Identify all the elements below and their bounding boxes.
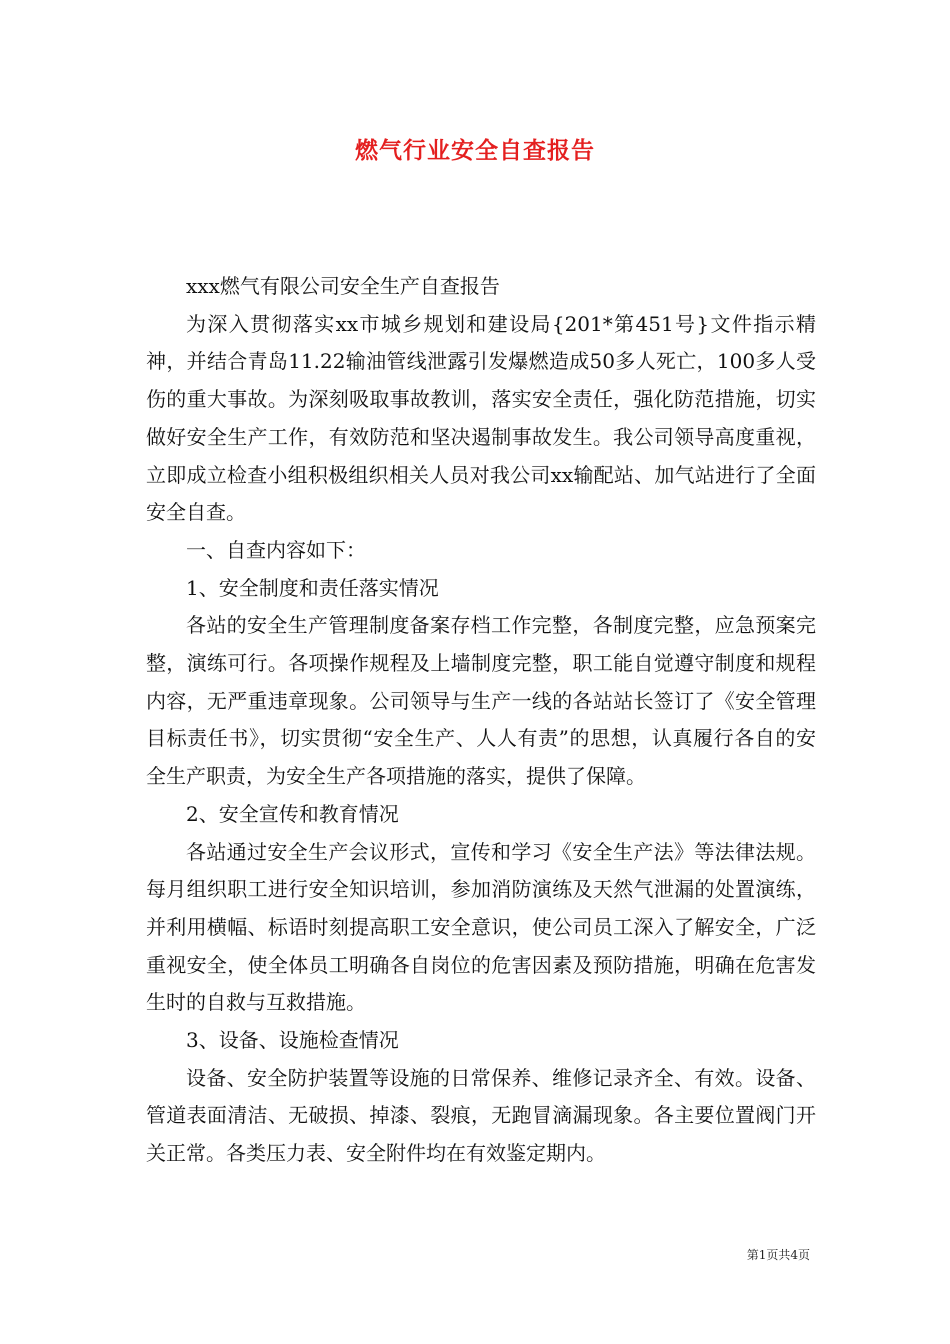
section-heading-equipment: 3、设备、设施检查情况 bbox=[186, 1028, 399, 1053]
section-heading-education: 2、安全宣传和教育情况 bbox=[186, 801, 399, 826]
section-heading-content: 一、自查内容如下： bbox=[186, 537, 366, 562]
paragraph-subtitle: xxx燃气有限公司安全生产自查报告 bbox=[186, 274, 500, 298]
paragraph-education: 各站通过安全生产会议形式，宣传和学习《安全生产法》等法律法规。每月组织职工进行安全知识培训，参加消防演练及天然气泄漏的处置演练，并利用横幅、标语时刻提高职工安全意识，使公司员工深入了解安全，广泛重视安全，使全体员工明确各自岗位的危害因素及预防措施，明确在危害发生时的自救与互救措施。 bbox=[146, 839, 816, 1015]
paragraph-safety-system: 各站的安全生产管理制度备案存档工作完整，各制度完整，应急预案完整，演练可行。各项操作规程及上墙制度完整，职工能自觉遵守制度和规程内容，无严重违章现象。公司领导与生产一线的各站站长签订了《安全管理目标责任书》，切实贯彻“安全生产、人人有责”的思想，认真履行各自的安全生产职责，为安全生产各项措施的落实，提供了保障。 bbox=[146, 613, 816, 789]
document-body bbox=[146, 268, 816, 1173]
paragraph-equipment: 设备、安全防护装置等设施的日常保养、维修记录齐全、有效。设备、管道表面清洁、无破损、掉漆、裂痕，无跑冒滴漏现象。各主要位置阀门开关正常。各类压力表、安全附件均在有效鉴定期内。 bbox=[146, 1065, 816, 1166]
page-number: 第1页共4页 bbox=[746, 1248, 810, 1262]
paragraph-intro: 为深入贯彻落实xx市城乡规划和建设局{201*第451号}文件指示精神，并结合青岛11.22输油管线泄露引发爆燃造成50多人死亡，100多人受伤的重大事故。为深刻吸取事故教训，落实安全责任，强化防范措施，切实做好安全生产工作，有效防范和坚决遏制事故发生。我公司领导高度重视，立即成立检查小组积极组织相关人员对我公司xx输配站、加气站进行了全面安全自查。 bbox=[146, 311, 816, 525]
document-title: 燃气行业安全自查报告 bbox=[355, 138, 595, 164]
section-heading-safety-system: 1、安全制度和责任落实情况 bbox=[186, 575, 439, 600]
